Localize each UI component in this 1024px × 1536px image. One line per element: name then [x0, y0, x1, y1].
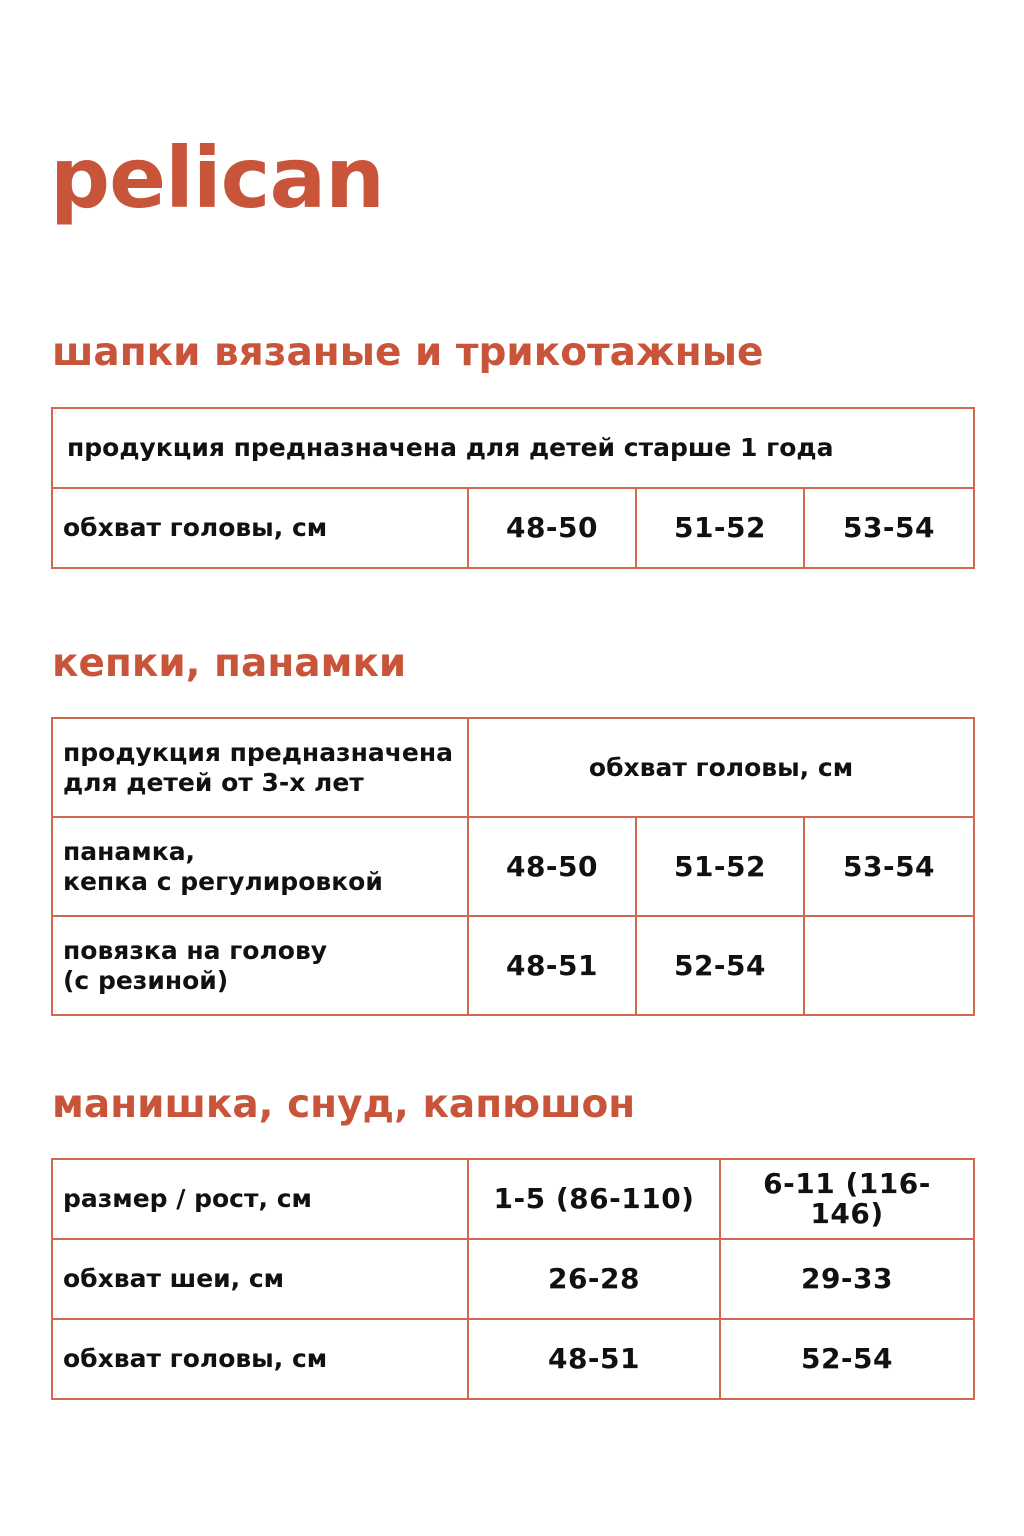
caps-row-label: панамка, кепка с регулировкой — [52, 817, 468, 916]
snood-row-label: размер / рост, см — [52, 1159, 468, 1239]
table-row — [52, 1319, 974, 1399]
snood-value-cell: 1-5 (86-110) — [468, 1159, 720, 1239]
section-title-caps: кепки, панамки — [52, 641, 407, 686]
brand-logo: pelican — [50, 129, 384, 227]
caps-measure-header: обхват головы, см — [468, 718, 974, 817]
table-row — [52, 817, 974, 916]
snood-value-cell: 48-51 — [468, 1319, 720, 1399]
caps-size-cell: 51-52 — [636, 817, 804, 916]
headband-empty-cell — [804, 916, 974, 1015]
hats-size-table — [51, 407, 975, 569]
caps-age-note: продукция предназначена для детей от 3-х лет — [52, 718, 468, 817]
table-row — [52, 916, 974, 1015]
caps-size-table — [51, 717, 975, 1016]
snood-row-label: обхват шеи, см — [52, 1239, 468, 1319]
headband-row-label: повязка на голову (с резиной) — [52, 916, 468, 1015]
table-row — [52, 488, 974, 568]
snood-value-cell: 29-33 — [720, 1239, 974, 1319]
headband-size-cell: 52-54 — [636, 916, 804, 1015]
table-row — [52, 1239, 974, 1319]
table-row — [52, 1159, 974, 1239]
snood-value-cell: 52-54 — [720, 1319, 974, 1399]
hats-size-cell: 53-54 — [804, 488, 974, 568]
caps-size-cell: 53-54 — [804, 817, 974, 916]
snood-value-cell: 26-28 — [468, 1239, 720, 1319]
section-title-snood: манишка, снуд, капюшон — [52, 1082, 636, 1127]
snood-size-table — [51, 1158, 975, 1400]
hats-size-cell: 48-50 — [468, 488, 636, 568]
section-title-hats: шапки вязаные и трикотажные — [52, 330, 764, 375]
caps-size-cell: 48-50 — [468, 817, 636, 916]
snood-value-cell: 6-11 (116-146) — [720, 1159, 974, 1239]
table-row — [52, 718, 974, 817]
headband-size-cell: 48-51 — [468, 916, 636, 1015]
hats-row-label: обхват головы, см — [52, 488, 468, 568]
hats-size-cell: 51-52 — [636, 488, 804, 568]
hats-age-note: продукция предназначена для детей старше 1 года — [52, 408, 974, 488]
table-row — [52, 408, 974, 488]
snood-row-label: обхват головы, см — [52, 1319, 468, 1399]
